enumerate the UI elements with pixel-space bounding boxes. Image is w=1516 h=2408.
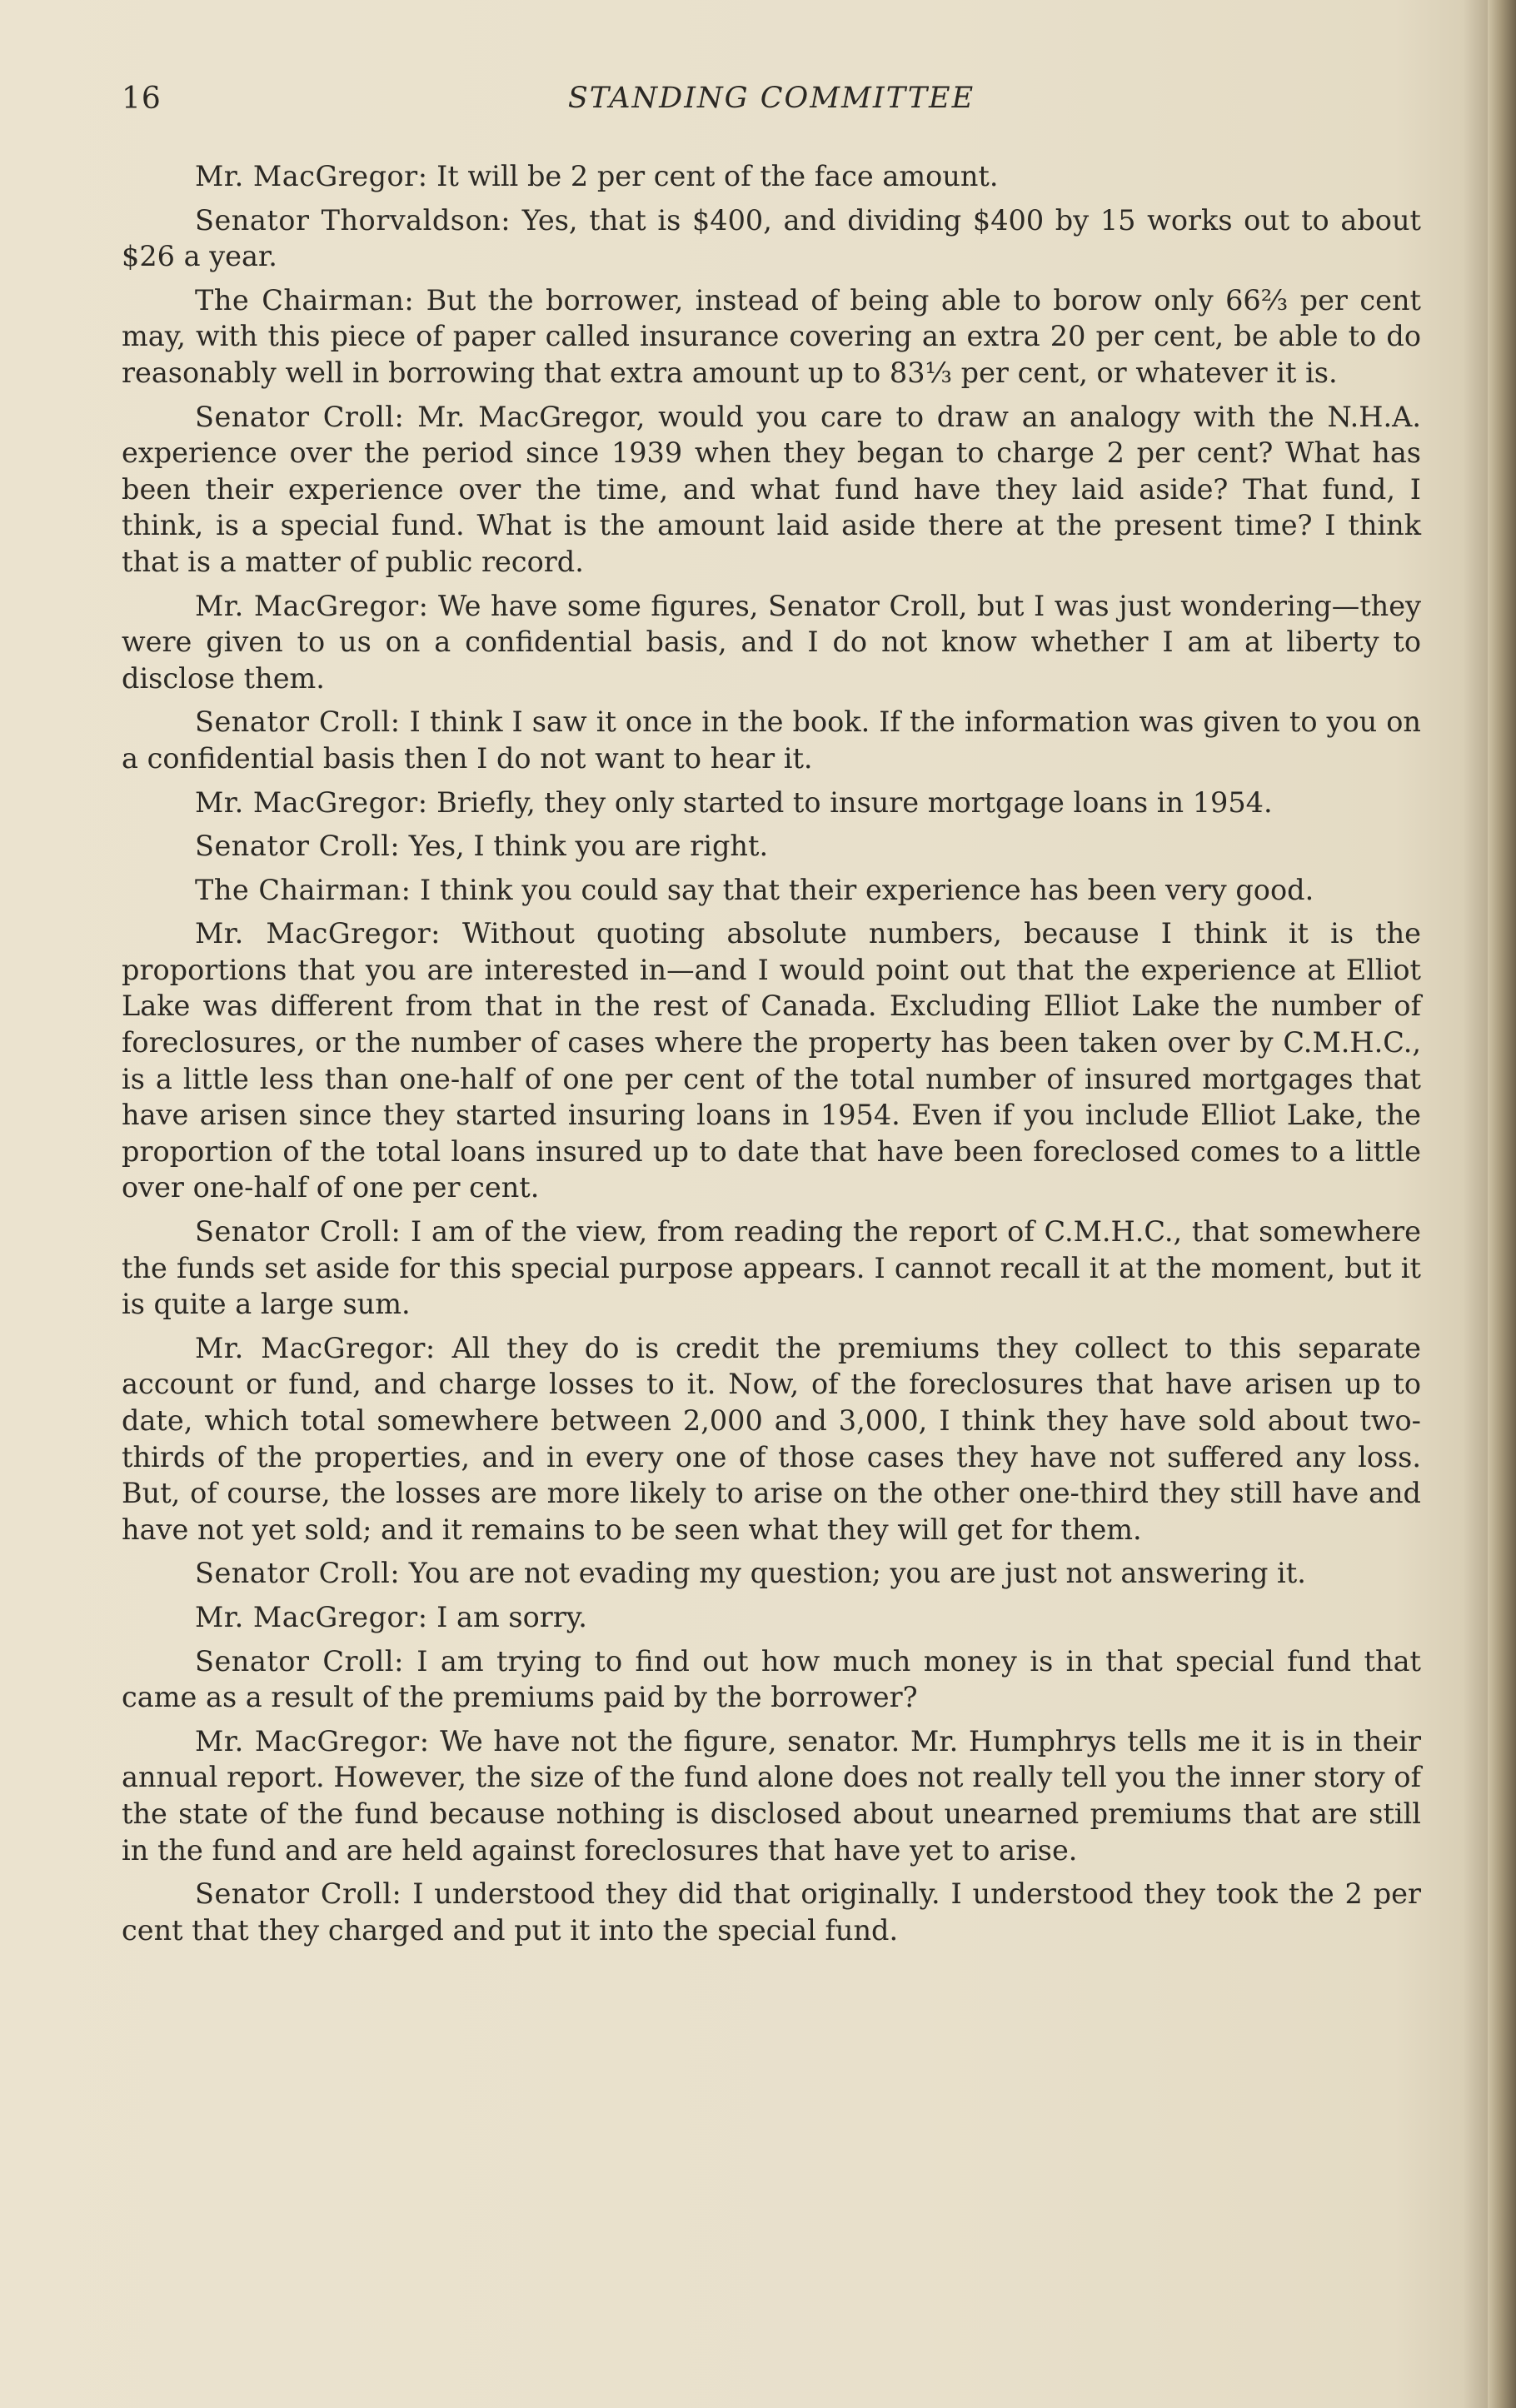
speaker-name: Mr. MacGregor: <box>195 160 428 192</box>
speech-text: But the borrower, instead of being able to borow only 66⅔ per cent may, with this piece of paper called insurance covering an extra 20 per cent, be able to do reasonably well in borrowing that extra amount up to 83⅓ per cent, or whatever it is. <box>122 283 1421 389</box>
paragraph <box>122 828 1421 865</box>
speaker-name: Senator Thorvaldson: <box>195 203 511 237</box>
speaker-name: Mr. MacGregor: <box>195 589 429 622</box>
speaker-name: Mr. MacGregor: <box>195 917 441 950</box>
speech-text: Without quoting absolute numbers, because I think it is the proportions that you are interested in—and I would point out that the experience at Elliot Lake was different from that in the rest of Canada. Excluding Elliot Lake the number of foreclosures, or the number of cases where the property has been taken over by C.M.H.C., is a little less than one-half of one per cent of the total number of insured mortgages that have arisen since they started insuring loans in 1954. Even if you include Elliot Lake, the proportion of the total loans insured up to date that have been foreclosed comes to a little over one-half of one per cent. <box>122 917 1421 1204</box>
paragraph <box>122 1330 1421 1548</box>
transcript-body <box>122 158 1421 1956</box>
paragraph <box>122 915 1421 1206</box>
speaker-name: The Chairman: <box>195 283 415 317</box>
speech-text: I am of the view, from reading the report of C.M.H.C., that somewhere the funds set aside for this special purpose appears. I cannot recall it at the moment, but it is quite a large sum. <box>122 1215 1421 1321</box>
running-head: STANDING COMMITTEE <box>567 82 975 115</box>
paragraph <box>122 1555 1421 1592</box>
paragraph <box>122 282 1421 391</box>
speech-text: I am trying to find out how much money is in that special fund that came as a result of the premiums paid by the borrower? <box>122 1644 1422 1714</box>
speech-text: I understood they did that originally. I understood they took the 2 per cent that they charged and put it into the special fund. <box>122 1877 1421 1947</box>
speaker-name: Senator Croll: <box>195 1215 401 1249</box>
paragraph <box>122 158 1421 195</box>
speaker-name: Senator Croll: <box>195 1557 401 1590</box>
paragraph <box>122 872 1421 909</box>
paragraph <box>122 1599 1421 1636</box>
speech-text: You are not evading my question; you are just not answering it. <box>400 1557 1306 1590</box>
speaker-name: Senator Croll: <box>195 705 401 739</box>
page-header <box>122 82 1421 132</box>
speech-text: Yes, I think you are right. <box>400 830 769 863</box>
speech-text: It will be 2 per cent of the face amount. <box>427 160 999 192</box>
speaker-name: Senator Croll: <box>195 1877 402 1911</box>
speaker-name: Senator Croll: <box>195 830 401 863</box>
page-binding-shadow <box>1488 0 1516 2408</box>
speech-text: I think you could say that their experience has been very good. <box>411 873 1314 906</box>
speech-text: I think I saw it once in the book. If the information was given to you on a confidential basis then I do not want to hear it. <box>122 705 1421 775</box>
speaker-name: Senator Croll: <box>195 400 405 433</box>
paragraph <box>122 1643 1421 1716</box>
paragraph <box>122 785 1421 821</box>
speech-text: We have not the figure, senator. Mr. Humphrys tells me it is in their annual report. However, the size of the fund alone does not really tell you the inner story of the state of the fund because nothing is disclosed about unearned premiums that are still in the fund and are held against foreclosures that have yet to arise. <box>122 1724 1422 1867</box>
speech-text: All they do is credit the premiums they collect to this separate account or fund, and charge losses to it. Now, of the foreclosures that have arisen up to date, which total somewhere between 2,000 and 3,000, I think they have sold about two-thirds of the properties, and in every one of those cases they have not suffered any loss. But, of course, the losses are more likely to arise on the other one-third they still have and have not yet sold; and it remains to be seen what they will get for them. <box>122 1331 1422 1546</box>
speech-text: I am sorry. <box>427 1600 587 1633</box>
paragraph <box>122 1723 1421 1868</box>
paragraph <box>122 202 1421 275</box>
speaker-name: Mr. MacGregor: <box>195 1600 428 1633</box>
speech-text: We have some figures, Senator Croll, but I was just wondering—they were given to us on a confidential basis, and I do not know whether I am at liberty to disclose them. <box>122 589 1421 695</box>
paragraph <box>122 399 1421 581</box>
speaker-name: Mr. MacGregor: <box>195 785 428 819</box>
speaker-name: Mr. MacGregor: <box>195 1724 430 1757</box>
speech-text: Yes, that is $400, and dividing $400 by 15 works out to about $26 a year. <box>122 203 1421 273</box>
speaker-name: Mr. MacGregor: <box>195 1331 436 1364</box>
speaker-name: Senator Croll: <box>195 1644 404 1678</box>
speaker-name: The Chairman: <box>195 873 411 906</box>
speech-text: Mr. MacGregor, would you care to draw an analogy with the N.H.A. experience over the period since 1939 when they began to charge 2 per cent? What has been their experience over the time, and what fund have they laid aside? That fund, I think, is a special fund. What is the amount laid aside there at the present time? I think that is a matter of public record. <box>122 400 1421 578</box>
paragraph <box>122 588 1421 697</box>
page-number: 16 <box>122 82 162 116</box>
speech-text: Briefly, they only started to insure mortgage loans in 1954. <box>427 785 1273 819</box>
paragraph <box>122 1876 1421 1948</box>
paragraph <box>122 1214 1421 1323</box>
paragraph <box>122 704 1421 776</box>
